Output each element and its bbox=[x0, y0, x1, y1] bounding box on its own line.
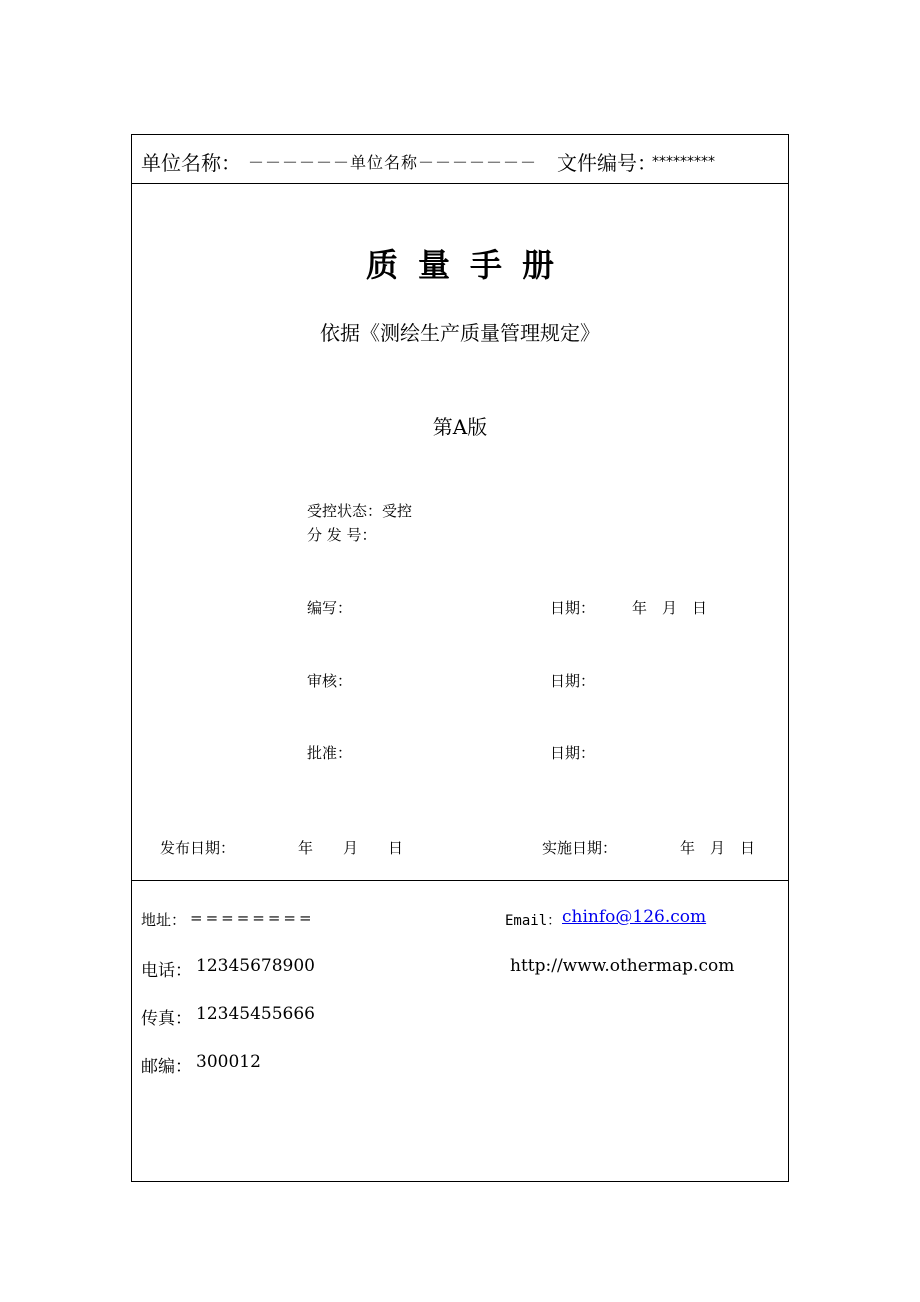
phone-label: 电话： bbox=[141, 961, 192, 981]
unit-name-value: －－－－－－单位名称－－－－－－－ bbox=[248, 153, 538, 172]
phone-value: 12345678900 bbox=[196, 956, 315, 976]
effective-date-label: 实施日期： bbox=[542, 839, 618, 857]
reviewed-date-label: 日期： bbox=[550, 672, 596, 690]
release-date-value: 年 月 日 bbox=[298, 839, 404, 857]
prepared-date-label: 日期： bbox=[550, 599, 596, 617]
fax-label: 传真： bbox=[141, 1009, 192, 1029]
address-value: ======== bbox=[190, 909, 315, 927]
document-basis: 依据《测绘生产质量管理规定》 bbox=[320, 321, 600, 345]
document-edition: 第A版 bbox=[432, 415, 488, 439]
effective-date-value: 年 月 日 bbox=[680, 839, 756, 857]
document-title: 质量手册 bbox=[365, 246, 574, 284]
fax-value: 12345455666 bbox=[196, 1004, 315, 1024]
postcode-label: 邮编： bbox=[141, 1057, 192, 1077]
reviewed-by-label: 审核： bbox=[307, 672, 353, 690]
header-row bbox=[132, 135, 788, 184]
file-number-label: 文件编号： bbox=[557, 151, 657, 175]
contact-section bbox=[132, 881, 788, 1181]
file-number-value: ********* bbox=[652, 154, 715, 170]
control-status: 受控状态：受控 bbox=[307, 502, 413, 520]
unit-name-label: 单位名称： bbox=[141, 151, 241, 175]
address-label: 地址： bbox=[141, 911, 187, 929]
prepared-by-label: 编写： bbox=[307, 599, 353, 617]
postcode-value: 300012 bbox=[196, 1052, 261, 1072]
email-label: Email： bbox=[505, 913, 562, 929]
website-text: http://www.othermap.com bbox=[510, 956, 735, 976]
release-date-label: 发布日期： bbox=[160, 839, 236, 857]
approved-by-label: 批准： bbox=[307, 744, 353, 762]
approved-date-label: 日期： bbox=[550, 744, 596, 762]
cover-frame bbox=[131, 134, 789, 1182]
cover-main bbox=[132, 184, 788, 881]
prepared-date-value: 年 月 日 bbox=[632, 599, 708, 617]
distribution-number: 分 发 号： bbox=[307, 526, 377, 544]
email-link[interactable]: chinfo@126.com bbox=[562, 907, 707, 927]
